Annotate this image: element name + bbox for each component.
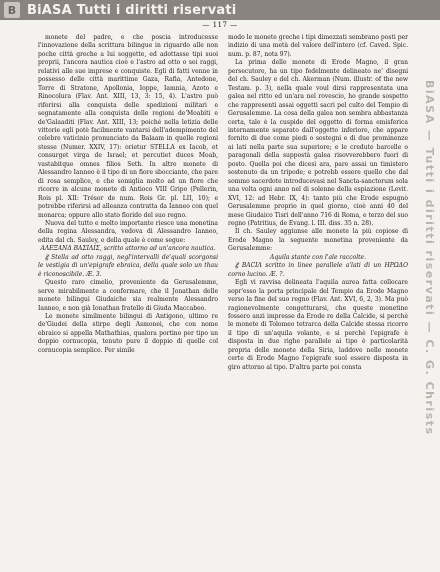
coin-legend-reverse: Ꙃ ΒΑCΙΛ scritto in linee parallele a'lati di un ΗΡΩΔΟ corno lucino. Æ. ?.: [228, 262, 408, 278]
watermark-stamp: [400, 60, 440, 560]
watermark-text: BiASA — Tutti i diritti riservati — C. G. Christs: [423, 80, 436, 436]
left-column: [38, 34, 218, 355]
coin-legend-obverse: ΑΛΕΞΑΝΔ ΒΑΣΙΛΙΣ, scritto attorno ad un'ancora nautica.: [40, 245, 216, 253]
left-paragraph: Questo raro cimelio, proveniente da Gerusalemme, serve mirabilmente a confermare, che il Jonathan delle monete bilingui Giudaiche sia realmente Alessandro Ianneo, e non già Ionathan fratello di Giuda Maccabeo.: [38, 279, 218, 312]
page-number: — 117 —: [202, 21, 238, 29]
coin-legend-reverse: Ꙃ Stella ad otto raggi, negl'intervalli de'quali scorgonsi le vestigia di un'epigrafe ebraica, della quale solo un thau è riconoscibile. Æ. 3.: [38, 253, 218, 278]
coin-legend-obverse: Aquila stante con l'ale raccolte.: [270, 253, 366, 261]
left-paragraph: Nuova del tutto e molto importante riesce una monetina della regina Alessandra, vedova di Alessandro Ianneo, edita dal ch. Sauley, e della quale è come segue:: [38, 219, 218, 244]
left-paragraph: monete del padre, e che poscia introducesse l'innovazione della scrittura bilingue in riguardo alle non poche città greche a lui soggette, ed adottasse tipi suoi proprii, l'ancora nautica cioè e l'astro ad otto o sei raggi, relativi alle sue imprese e conquiste. Egli di fatti venne in possesso delle città marittime Gaza, Rafia, Antedone, Torre di Stratone, Apollonia, Ioppe, Iamnia, Azoto e Rinocolura (Flav. Ant. XIII, 13, 3: 15, 4). L'astro può riferirsi alla conquista delle spedizioni militari e segnatamente alla conquista delle regioni de'Moabiti e de'Galaaditi (Flav. Ant. XIII, 13; poiché nella letizia delle vittorie egli potè facilmente vantarsi dell'adempimento del celebre vaticinio pronunciato da Balaam in quelle regioni stesse (Numer. XXIV, 17): orietur STELLA ex Iacob, et consurget virga de Israel; et percutiet duces Moab, vastabitque omnes filios Seth. In altre monete di Alessandro Ianneo è il tipo di un fiore sbocciante, che pare di rosa semplice, e che somiglia molto ad un fiore che ricorre in alcune monete di Antioco VIII Gripo (Pellerin, Rois pl. XII: Trésor de num. Rois Gr. pl. LII, 10); e potrebbe riferirsi ad alleanza contratta da Ianneo con quel monarca; oppure allo stato florido del suo regno.: [38, 34, 218, 219]
right-paragraph: Egli vi ravvisa delineata l'aquila aurea fatta collocare sopr'esso la porta principale del Tempio da Erode Magno verso la fine del suo regno (Flav. Ant. XVI, 6, 2, 3). Ma può ragionevolmente congetturarsi, che queste monetine fossero anzi impresse da Erode re della Calcide, si perchè le monete di Tolomeo tetrarca della Calcide stessa ricorre il tipo di un'aquila volante, e si perchè l'epigrafe è disposta in due righe parallele ai tipo è particolarità propria delle monete della Siria, laddove nelle monete certe di Erode Magno l'epigrafe suol essere disposta in giro attorno al tipo. D'altra parte poi consta: [228, 279, 408, 371]
right-column: [228, 34, 408, 372]
right-paragraph: La prima delle monete di Erode Magno, il gran persecutore, ha un tipo fedelmente delineato ne' disegni del ch. Sauley e del ch. Akerman (Num. illustr. of the new Testam. p. 3), nella quale voul dirsi rappresentata una galea nel ritto ed un'ara nel rovescio, ho grande sospetto che rappresenti assai oggetti sacri pel culto del Tempio di Gerusalemme. La cosa della galea non sembra abbastanza certa, tale è la cuspide del oggetto di forma emisferica internamente separato dall'oggetto inferiore, che appare fornito di due come piedi o sostegni e di due prominenze ai lati nella parte sua superiore; e le credute barcelle o paragonali della suppostà galea risovverebbero fuori di posto. Quella poi che dicesi ara, pare assai un timistero sostenuto da un tripode; e potrebb essere quello che dal sommo sacerdote introducevasi nel Sancta-sanctorum sola una volta ogni anno nel di solenne della espiazione (Levit. XVI, 12: ad Hebr. IX, 4): tanto più che Erode espugnò Gerusalemme proprio in quel giorno, cioè anni 40 del mese Giudaico Tisri dell'anno 716 di Roma, e terzo del suo regno (Patritius, de Evang. l. III. diss. 35 n. 28).: [228, 59, 408, 227]
left-paragraph: Le monete similmente bilingui di Antigono, ultimo re de'Giudei della stirpe degli Asmonei, che con nome ebraico si appella Mathathias, qualora portino per tipo un doppio cornucopia, tenuto pure il doppio di quelle col cornucopia semplice. Per simile: [38, 312, 218, 354]
top-banner: [0, 0, 440, 20]
banner-title: BiASA Tutti i diritti riservati: [27, 2, 237, 18]
biasa-logo-icon: B: [4, 2, 20, 18]
right-paragraph: Il ch. Sauley aggiunse alle monete la più copiose di Erode Magno la seguente monetina proveniente da Gerusalemme:: [228, 228, 408, 253]
right-paragraph: modo le monete greche i tipi dimezzati sembrano posti per indizio di una metà del valore dell'intero (cf. Caved. Spic. num. p. 87, nota 97).: [228, 34, 408, 58]
